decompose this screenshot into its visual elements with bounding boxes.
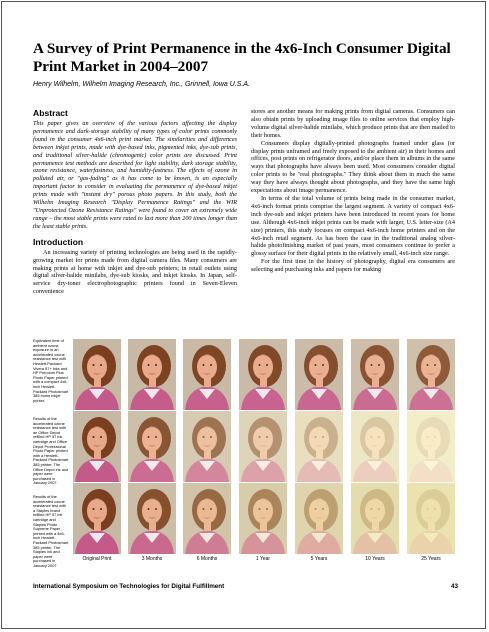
column-label: 25 Years xyxy=(421,556,441,562)
portrait-photo xyxy=(295,483,343,554)
column-label: 3 Months xyxy=(141,556,163,562)
portrait-photo xyxy=(183,483,231,554)
portrait-photo xyxy=(295,339,343,410)
left-column xyxy=(33,108,237,296)
portrait-photo xyxy=(183,411,231,482)
portrait-photo xyxy=(351,483,399,554)
portrait-photo xyxy=(407,411,455,482)
portrait-photo xyxy=(239,483,287,554)
figure-caption-row-3: Results of the accelerated ozone resistance test with a Staples brand refilled HP 57 ink cartridge and Staples Photo Supreme Paper printed with a 4x6-inch Hewlett-Packard Photosmart 385 printer. The Staples ink and paper were purchased in January 2007. xyxy=(33,494,69,568)
portrait-photo xyxy=(295,411,343,482)
column-label: Original Print xyxy=(82,556,112,562)
body-paragraph: Consumers display digitally-printed photographs framed under glass (or display prints unframed and freely exposed to the ambient air) in their homes and offices, post prints on refrigerator doors, and/or place them in albums in the same ways that photographs have always been used. Most consumers consider digital color prints to be "real photographs." They think about them in much the same way they have always thought about photographs, and they have the same high expectations about image permanence. xyxy=(251,139,455,195)
portrait-photo xyxy=(73,411,121,482)
column-label: 5 Years xyxy=(310,556,328,562)
footer-conference: International Symposium on Technologies for Digital Fulfillment xyxy=(33,583,225,590)
portrait-photo xyxy=(351,411,399,482)
paper-title: A Survey of Print Permanence in the 4x6-Inch Consumer Digital Print Market in 2004–2007 xyxy=(33,40,451,75)
portrait-photo xyxy=(351,339,399,410)
body-paragraph: In terms of the total volume of prints being made in the consumer market, 4x6-inch format prints comprise the largest segment. A variety of compact 4x6-inch dye-sub and inkjet printers have been introduced in recent years for home use. Although 4x6-inch inkjet prints can be made with larger, U.S. letter-size (A4 size) printers, this study focuses on compact 4x6-inch home printers and on the 4x6-inch retail segment. As has been the case in the traditional analog silver-halide photofinishing market of past years, most consumers continue to prefer a glossy surface for their digital prints in the relatively small, 4x6-inch size range. xyxy=(251,194,455,258)
abstract-heading: Abstract xyxy=(33,108,68,118)
abstract-text: This paper gives an overview of the various factors affecting the display permanence and dark-storage stability of many types of color prints commonly found in the consumer 4x6-inch print market. The similarities and differences between inkjet prints, made with dye-based inks, pigmented inks, dye-sub prints, and traditional silver-halide (chromogenic) color prints are discussed. Print permanence test methods are described for light stability, dark storage stability, ozone resistance, waterfastness, and humidity-fastness. The effects of ozone in polluted air, or "gas-fading" as it has come to be known, is an especially important factor to consider in evaluating the permanence of dye-based inkjet prints made with "instant dry" porous photo papers. In this study, both the Wilhelm Imaging Research "Display Permanence Ratings" and the WIR "Unprotected Ozone Resistance Ratings" were found to cover an extremely wide range – the most stable prints were rated to last more than 200 times longer than the least stable prints. xyxy=(33,120,237,230)
portrait-photo xyxy=(183,339,231,410)
portrait-photo xyxy=(407,339,455,410)
portrait-photo xyxy=(239,339,287,410)
column-label: 1 Year xyxy=(255,556,271,562)
column-label: 10 Years xyxy=(365,556,385,562)
portrait-photo xyxy=(128,411,176,482)
portrait-photo xyxy=(73,339,121,410)
page-number: 43 xyxy=(450,583,458,590)
figure-caption-row-1: Equivalent time of ambient ozone exposure in an accelerated ozone resistance test with Hewlett-Packard Vivera 57+ inks and HP Premium Plus Photo Paper printed with a compact 4x6-inch Hewlett-Packard Photosmart 385 home inkjet printer. xyxy=(33,338,69,403)
ozone-fade-figure xyxy=(33,339,458,571)
figure-caption-row-2: Results of the accelerated ozone resistance test with an Office Depot refilled HP 57 ink cartridge and Office Depot Professional Photo Paper printed with a Hewlett-Packard Photosmart 385 printer. The Office Depot ink and paper were purchased in January 2007. xyxy=(33,416,69,486)
column-label: 6 Months xyxy=(196,556,218,562)
body-paragraph: For the first time in the history of photography, digital era consumers are selecting and purchasing inks and papers for making xyxy=(251,258,455,274)
body-paragraph: stores are another means for making prints from digital cameras. Consumers can also obtain prints by uploading image files to online services that employ high-volume digital silver-halide minilabs, which produce prints that are then mailed to their homes. xyxy=(251,108,455,139)
portrait-photo xyxy=(239,411,287,482)
introduction-heading: Introduction xyxy=(33,236,84,247)
right-column xyxy=(251,108,455,274)
author-line: Henry Wilhelm, Wilhelm Imaging Research, Inc., Grinnell, Iowa U.S.A. xyxy=(33,81,250,88)
portrait-photo xyxy=(73,483,121,554)
portrait-photo xyxy=(407,483,455,554)
portrait-photo xyxy=(128,483,176,554)
portrait-photo xyxy=(128,339,176,410)
intro-paragraph: An increasing variety of printing technologies are being used in the rapidly-growing market for prints made from digital camera files. Many consumers are making prints at home with inkjet and dye-sub printers; in retail outlets using digital silver-halide minilabs, dye-sub kiosks, and inkjet kiosks. In Japan, self-service dry-toner electrophotographic printers found in Seven-Eleven convenience xyxy=(33,248,237,296)
